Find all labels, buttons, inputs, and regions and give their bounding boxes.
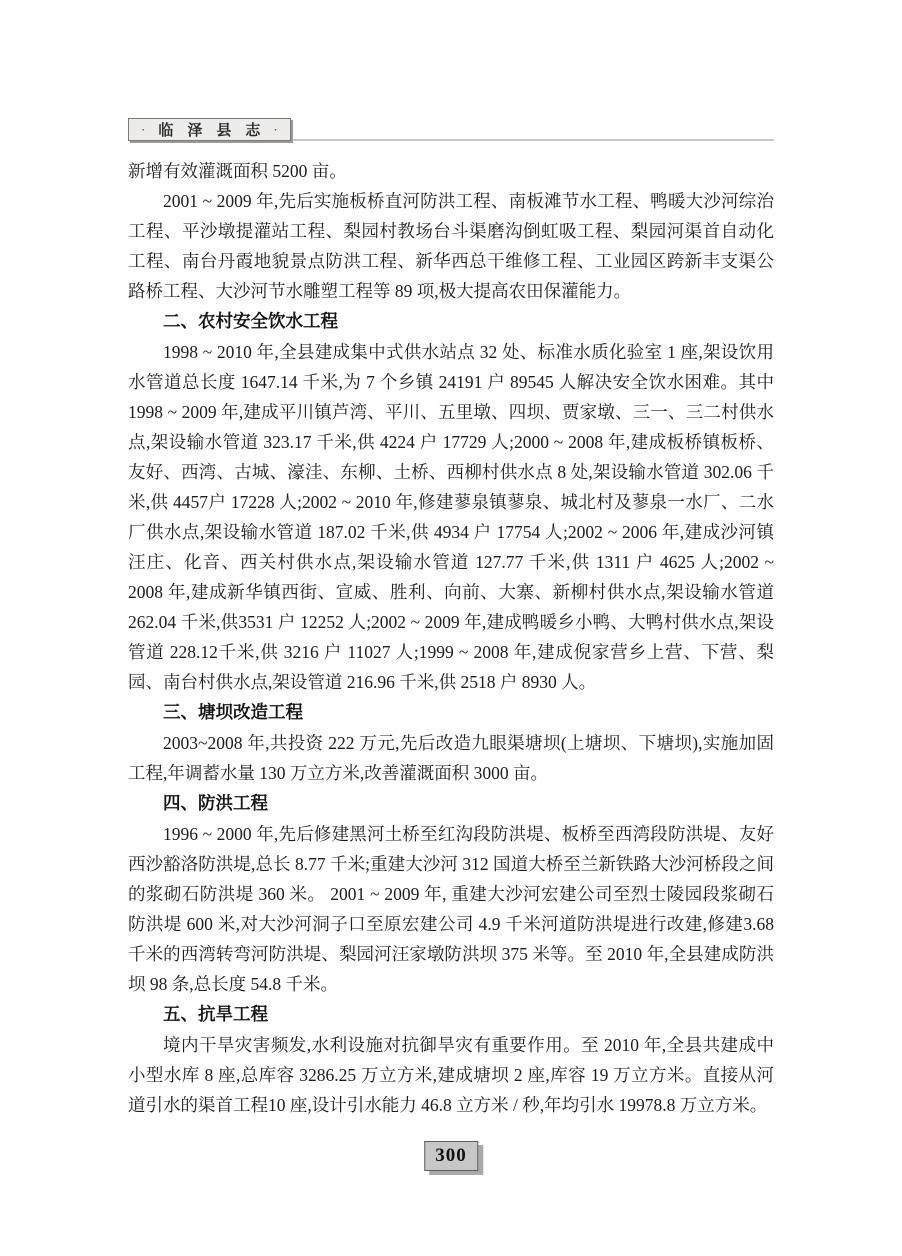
header-dot-right: · <box>273 122 278 137</box>
paragraph-flood-control: 1996 ~ 2000 年,先后修建黑河土桥至红沟段防洪堤、板桥至西湾段防洪堤、友好西沙豁洛防洪堤,总长 8.77 千米;重建大沙河 312 国道大桥至兰新铁路大沙河桥段之间的浆砌石防洪堤 360 米。 2001 ~ 2009 年, 重建大沙河宏建公司至烈士陵园段浆砌石防洪堤 600 米,对大沙河洞子口至原宏建公司 4.9 千米河道防洪堤进行改建,修建3.68 千米的西湾转弯河防洪堤、梨园河汪家墩防洪坝 375 米等。至 2010 年,全县建成防洪坝 98 条,总长度 54.8 千米。 <box>128 824 774 994</box>
page-number-box <box>424 1141 478 1171</box>
paragraph-projects-2001-2009: 2001 ~ 2009 年,先后实施板桥直河防洪工程、南板滩节水工程、鸭暖大沙河综治工程、平沙墩提灌站工程、梨园村教场台斗渠磨沟倒虹吸工程、梨园河渠首自动化工程、南台丹霞地貌景点防洪工程、新华西总干维修工程、工业园区跨新丰支渠公路桥工程、大沙河节水雕塑工程等 89 项,极大提高农田保灌能力。 <box>128 191 774 301</box>
section-heading-flood-control: 四、防洪工程 <box>163 793 268 813</box>
page-header <box>128 118 774 144</box>
section-heading-pond-dam: 三、塘坝改造工程 <box>163 702 303 722</box>
section-heading-drought-resistance: 五、抗旱工程 <box>163 1004 268 1024</box>
paragraph-drinking-water: 1998 ~ 2010 年,全县建成集中式供水站点 32 处、标准水质化验室 1 座,架设饮用水管道总长度 1647.14 千米,为 7 个乡镇 24191 户 89545 人解决安全饮水困难。其中1998 ~ 2009 年,建成平川镇芦湾、平川、五里墩、四坝、贾家墩、三一、三二村供水点,架设输水管道 323.17 千米,供 4224 户 17729 人;2000 ~ 2008 年,建成板桥镇板桥、友好、西湾、古城、濠洼、东柳、土桥、西柳村供水点 8 处,架设输水管道 302.06 千米,供 4457户 17228 人;2002 ~ 2010 年,修建蓼泉镇蓼泉、城北村及蓼泉一水厂、二水厂供水点,架设输水管道 187.02 千米,供 4934 户 17754 人;2002 ~ 2006 年,建成沙河镇汪庄、化音、西关村供水点,架设输水管道 127.77 千米,供 1311 户 4625 人;2002 ~ 2008 年,建成新华镇西街、宣威、胜利、向前、大寨、新柳村供水点,架设输水管道 262.04 千米,供3531 户 12252 人;2002 ~ 2009 年,建成鸭暖乡小鸭、大鸭村供水点,架设管道 228.12千米,供 3216 户 11027 人;1999 ~ 2008 年,建成倪家营乡上营、下营、梨园、南台村供水点,架设管道 216.96 千米,供 2518 户 8930 人。 <box>128 342 774 692</box>
book-title: 临泽县志 <box>158 123 275 139</box>
page-number: 300 <box>435 1145 467 1166</box>
header-dot-left: · <box>141 122 146 137</box>
paragraph-drought-resistance: 境内干旱灾害频发,水利设施对抗御旱灾有重要作用。至 2010 年,全县共建成中小型水库 8 座,总库容 3286.25 万立方米,建成塘坝 2 座,库容 19 万立方米。直接从河道引水的渠首工程10 座,设计引水能力 46.8 立方米 / 秒,年均引水 19978.8 万立方米。 <box>128 1035 774 1115</box>
book-title-box <box>128 118 291 141</box>
section-heading-drinking-water: 二、农村安全饮水工程 <box>163 311 338 331</box>
page-body <box>128 156 774 1120</box>
paragraph-continuation: 新增有效灌溉面积 5200 亩。 <box>128 161 347 181</box>
paragraph-pond-dam: 2003~2008 年,共投资 222 万元,先后改造九眼渠塘坝(上塘坝、下塘坝),实施加固工程,年调蓄水量 130 万立方米,改善灌溉面积 3000 亩。 <box>128 733 774 783</box>
